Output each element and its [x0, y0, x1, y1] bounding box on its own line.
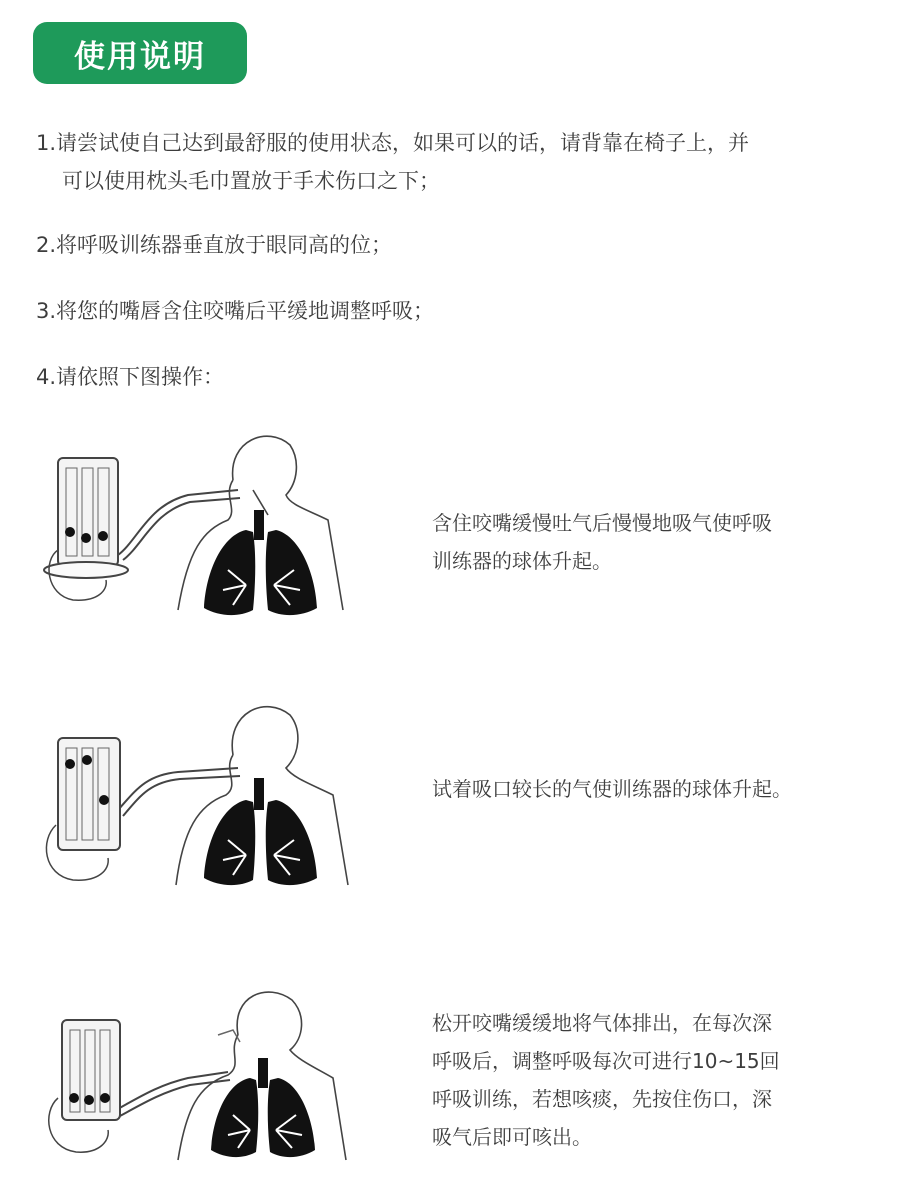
caption-line: 试着吸口较长的气使训练器的球体升起。	[432, 777, 792, 801]
caption-inhale-long	[432, 770, 872, 808]
illustration-inhale-slow	[28, 420, 358, 630]
lungs-icon	[204, 800, 317, 885]
caption-inhale-slow	[432, 504, 872, 580]
caption-line: 呼吸后，调整呼吸每次可进行10~15回	[432, 1049, 780, 1073]
instruction-step-1	[36, 124, 876, 200]
step-1-line-2: 可以使用枕头毛巾置放于手术伤口之下；	[62, 169, 440, 193]
caption-line: 含住咬嘴缓慢吐气后慢慢地吸气使呼吸	[432, 511, 772, 535]
instruction-step-3	[36, 292, 876, 330]
caption-line: 训练器的球体升起。	[432, 549, 612, 573]
step-4-line-1: 4.请依照下图操作：	[36, 365, 225, 389]
caption-line: 呼吸训练，若想咳痰，先按住伤口，深	[432, 1087, 772, 1111]
caption-line: 吸气后即可咳出。	[432, 1125, 592, 1149]
step-1-line-1: 1.请尝试使自己达到最舒服的使用状态，如果可以的话，请背靠在椅子上，并	[36, 131, 750, 155]
instruction-step-2	[36, 226, 876, 264]
illustration-exhale-cough	[28, 980, 358, 1170]
lungs-icon	[211, 1078, 315, 1157]
caption-exhale-cough	[432, 1004, 872, 1156]
caption-line: 松开咬嘴缓缓地将气体排出，在每次深	[432, 1011, 772, 1035]
step-2-line-1: 2.将呼吸训练器垂直放于眼同高的位；	[36, 233, 393, 257]
lungs-icon	[204, 530, 317, 615]
instruction-step-4	[36, 358, 876, 396]
page-title: 使用说明	[33, 22, 247, 84]
illustration-inhale-long	[28, 690, 358, 900]
step-3-line-1: 3.将您的嘴唇含住咬嘴后平缓地调整呼吸；	[36, 299, 435, 323]
